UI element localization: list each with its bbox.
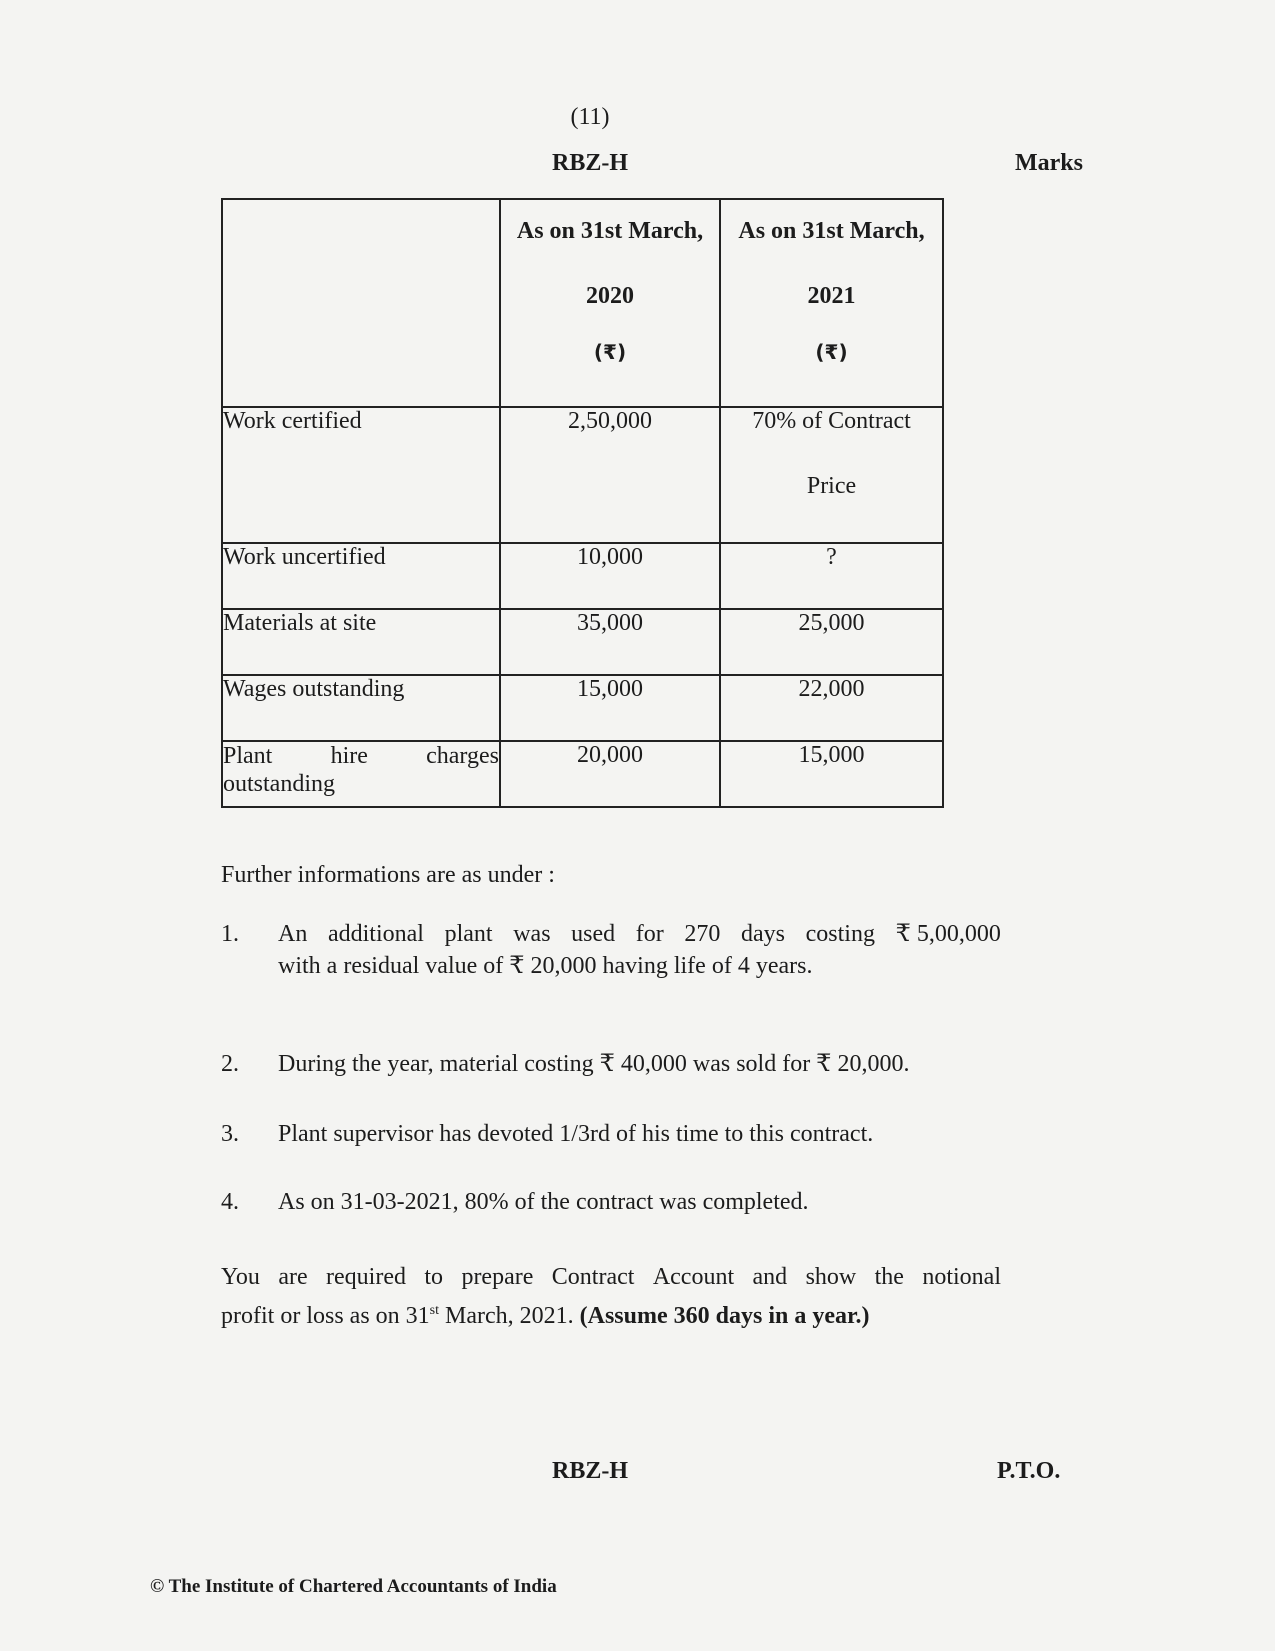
header-2021-cell (720, 199, 943, 407)
pto-label: P.T.O. (997, 1458, 1061, 1484)
word: was (513, 921, 551, 947)
table-row (222, 407, 943, 543)
row-value-2021: 22,000 (720, 675, 943, 741)
word: used (571, 921, 616, 947)
word: prepare (461, 1264, 534, 1290)
row-value-2020: 10,000 (500, 543, 720, 609)
row-value-2021-line1: 70% of Contract (752, 408, 911, 434)
item-number: 1. (221, 921, 239, 947)
instruction-paragraph (221, 1260, 1001, 1333)
row-value-2021 (720, 407, 943, 543)
word: costing (805, 921, 875, 947)
row-value-2021: ? (720, 543, 943, 609)
label-word: hire (330, 743, 368, 769)
data-table (221, 198, 944, 808)
copyright-notice: © The Institute of Chartered Accountants of India (150, 1576, 557, 1597)
word: You (221, 1264, 260, 1290)
row-value-2020: 2,50,000 (500, 407, 720, 543)
word: are (278, 1264, 308, 1290)
list-item (221, 1118, 1001, 1150)
item-text-line2: with a residual value of ₹ 20,000 having life of 4 years. (278, 953, 813, 979)
header-2021-year: 2021 (807, 283, 856, 309)
word: for (635, 921, 664, 947)
word: 270 (684, 921, 721, 947)
table-header-row (222, 199, 943, 407)
instruction-text: profit or loss as on 31 (221, 1303, 430, 1329)
word: days (741, 921, 786, 947)
label-word: charges (426, 743, 499, 769)
row-label: Materials at site (222, 609, 500, 675)
word: Account (652, 1264, 735, 1290)
row-value-2020: 15,000 (500, 675, 720, 741)
word: required (326, 1264, 406, 1290)
word: notional (922, 1264, 1001, 1290)
row-value-2020: 35,000 (500, 609, 720, 675)
row-label: Work certified (222, 407, 500, 543)
item-number: 2. (221, 1051, 239, 1077)
word: plant (444, 921, 493, 947)
header-2020-unit: (₹) (593, 340, 627, 364)
marks-label: Marks (1015, 150, 1083, 176)
instruction-assumption: (Assume 360 days in a year.) (579, 1303, 870, 1329)
table-row (222, 609, 943, 675)
row-label-line2: outstanding (223, 771, 335, 797)
table-row (222, 675, 943, 741)
page-number: (11) (570, 104, 610, 130)
word: An (278, 921, 308, 947)
item-text: Plant supervisor has devoted 1/3rd of his time to this contract. (278, 1121, 874, 1147)
row-label (222, 741, 500, 807)
header-2021-title: As on 31st March, (738, 218, 925, 244)
word: Contract (551, 1264, 635, 1290)
header-blank-cell (222, 199, 500, 407)
table-row (222, 543, 943, 609)
ordinal-suffix: st (429, 1303, 439, 1318)
word: ₹ 5,00,000 (895, 921, 1001, 947)
instruction-line1 (221, 1260, 1001, 1294)
paper-code-header: RBZ-H (551, 150, 628, 176)
item-text: As on 31-03-2021, 80% of the contract was completed. (278, 1189, 809, 1215)
item-number: 3. (221, 1121, 239, 1147)
label-word: Plant (223, 743, 273, 769)
paper-code-footer: RBZ-H (551, 1458, 628, 1484)
header-2020-title: As on 31st March, (516, 218, 704, 244)
row-value-2021: 25,000 (720, 609, 943, 675)
row-label: Work uncertified (222, 543, 500, 609)
list-item (221, 1186, 1001, 1218)
instruction-line2 (221, 1294, 1001, 1333)
row-value-2020: 20,000 (500, 741, 720, 807)
list-item (221, 1048, 1001, 1080)
item-text-line1 (278, 918, 1001, 950)
row-value-2021-line2: Price (806, 473, 857, 499)
header-2021-unit: (₹) (815, 340, 848, 364)
word: to (424, 1264, 444, 1290)
list-item (221, 918, 1001, 982)
word: show (805, 1264, 857, 1290)
table-row (222, 741, 943, 807)
instruction-text: March, 2021. (439, 1303, 580, 1329)
header-2020-year: 2020 (586, 283, 634, 309)
further-heading: Further informations are as under : (221, 862, 555, 888)
item-text (278, 918, 1001, 982)
word: additional (327, 921, 424, 947)
row-value-2021: 15,000 (720, 741, 943, 807)
header-2020-cell (500, 199, 720, 407)
item-text: During the year, material costing ₹ 40,000 was sold for ₹ 20,000. (278, 1051, 910, 1077)
row-label-line1 (223, 742, 499, 770)
word: and (752, 1264, 788, 1290)
word: the (874, 1264, 904, 1290)
item-number: 4. (221, 1189, 239, 1215)
row-label: Wages outstanding (222, 675, 500, 741)
